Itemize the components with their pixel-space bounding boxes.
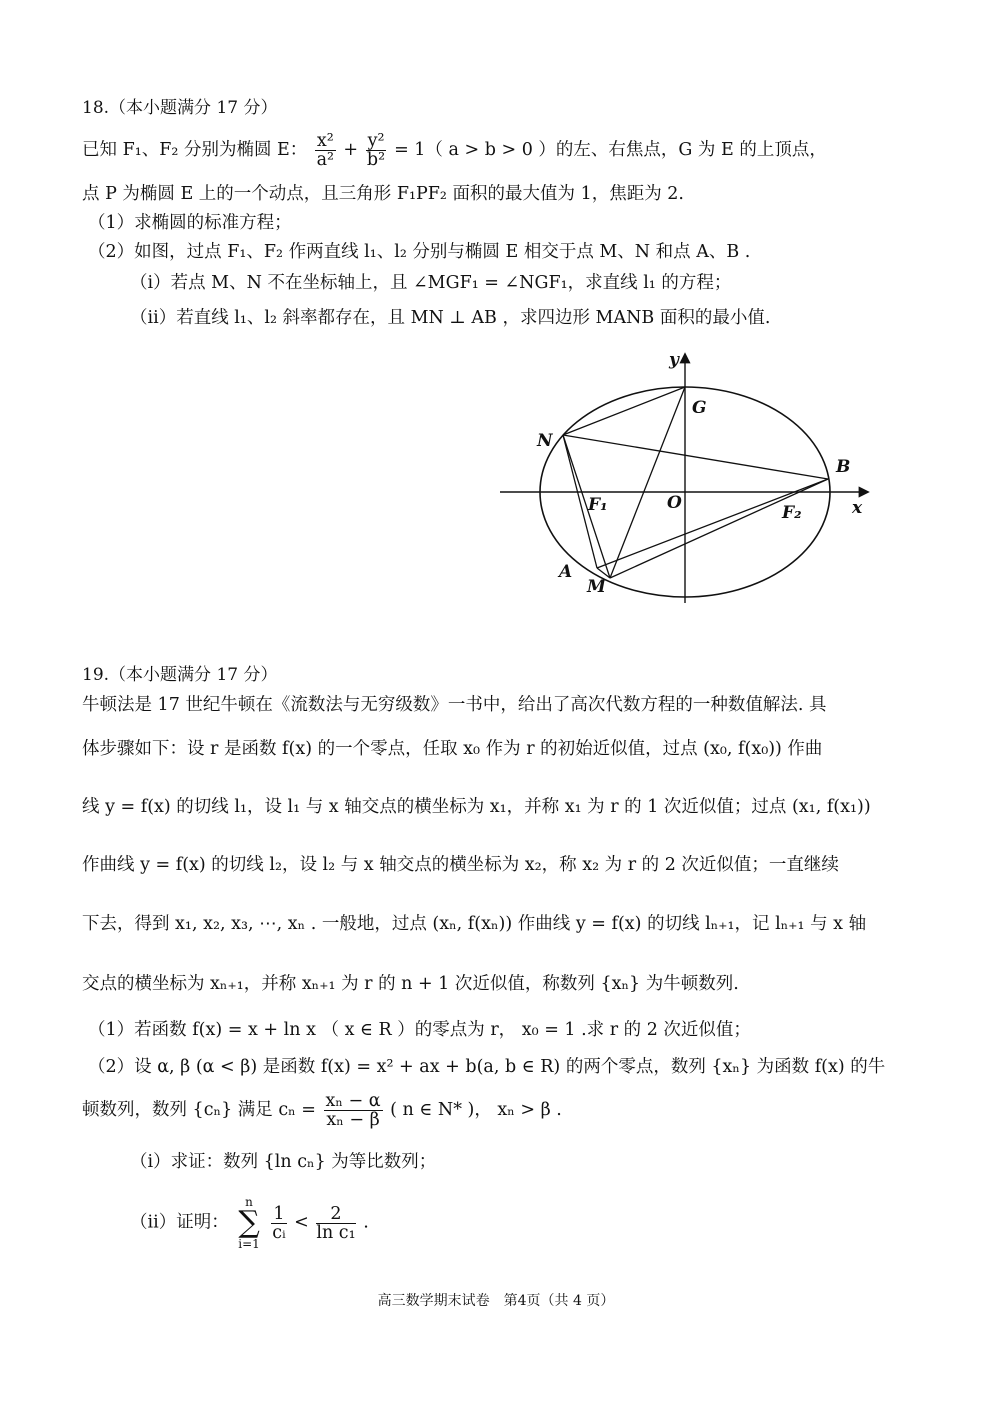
frac-num: 1 — [273, 1203, 285, 1224]
frac-den: xₙ − β — [326, 1110, 380, 1130]
q19-part2-ii-post: . — [363, 1212, 369, 1233]
sum-upper: n — [245, 1195, 253, 1209]
fraction-2-lnc1 — [316, 1205, 355, 1242]
frac-num: xₙ − α — [325, 1091, 381, 1111]
q19-header: 19.（本小题满分 17 分） — [82, 665, 278, 685]
less-than: < — [294, 1212, 309, 1233]
ellipse-figure — [495, 345, 880, 607]
q18-line1 — [82, 132, 827, 169]
q19-line5: 下去，得到 x₁, x₂, x₃, ⋯, xₙ . 一般地，过点 (xₙ, f(xₙ)) 作曲线 y = f(x) 的切线 lₙ₊₁，记 lₙ₊₁ 与 x 轴 — [82, 914, 867, 934]
label-m: M — [587, 577, 606, 597]
sum-lower: i=1 — [238, 1237, 260, 1251]
frac-num: y² — [367, 131, 385, 151]
label-x: x — [852, 498, 863, 518]
label-a: A — [559, 562, 573, 582]
q18-part2-i: （i）若点 M、N 不在坐标轴上，且 ∠MGF₁ = ∠NGF₁，求直线 l₁ 的方程； — [130, 273, 732, 293]
sigma-symbol: ∑ — [238, 1205, 260, 1240]
segment-nb — [563, 435, 828, 479]
q18-header: 18.（本小题满分 17 分） — [82, 98, 278, 118]
q19-part2-post: ( n ∈ N* )， xₙ > β . — [390, 1100, 562, 1120]
frac-den: a² — [316, 150, 335, 170]
q19-part2-ii-pre: （ii）证明： — [130, 1212, 229, 1233]
frac-num: 2 — [316, 1205, 355, 1224]
label-f1: F₁ — [588, 495, 608, 515]
q19-line3: 线 y = f(x) 的切线 l₁，设 l₁ 与 x 轴交点的横坐标为 x₁，并称 x₁ 为 r 的 1 次近似值；过点 (x₁, f(x₁)) — [82, 797, 871, 817]
label-g: G — [692, 398, 707, 418]
frac-den: ln c₁ — [316, 1222, 356, 1243]
q19-part2-line1: （2）设 α, β (α < β) 是函数 f(x) = x² + ax + b(a, b ∈ R) 的两个零点，数列 {xₙ} 为函数 f(x) 的牛 — [88, 1057, 886, 1077]
label-o: O — [667, 493, 682, 513]
q19-line6: 交点的横坐标为 xₙ₊₁，并称 xₙ₊₁ 为 r 的 n + 1 次近似值，称数列 {xₙ} 为牛顿数列. — [82, 974, 739, 994]
q18-part2-ii: （ii）若直线 l₁、l₂ 斜率都存在，且 MN ⊥ AB ，求四边形 MANB 面积的最小值. — [130, 308, 771, 328]
label-b: B — [836, 457, 851, 477]
plus-sign: + — [343, 140, 358, 160]
q18-line2: 点 P 为椭圆 E 上的一个动点，且三角形 F₁PF₂ 面积的最大值为 1，焦距为 2. — [82, 184, 684, 204]
frac-den: b² — [366, 150, 386, 170]
segment-ng — [563, 387, 685, 435]
page-footer: 高三数学期末试卷 第4页（共 4 页） — [377, 1293, 615, 1309]
q18-part1: （1）求椭圆的标准方程； — [88, 213, 292, 233]
frac-den: cᵢ — [272, 1222, 286, 1243]
frac-num: x² — [316, 131, 334, 151]
q18-line1-a: 已知 F₁、F₂ 分别为椭圆 E： — [82, 140, 308, 160]
fraction-cn — [324, 1092, 383, 1129]
q19-line2: 体步骤如下：设 r 是函数 f(x) 的一个零点，任取 x₀ 作为 r 的初始近似值，过点 (x₀, f(x₀)) 作曲 — [82, 739, 823, 759]
q19-line1: 牛顿法是 17 世纪牛顿在《流数法与无穷级数》一书中，给出了高次代数方程的一种数值解法. 具 — [82, 695, 827, 715]
q19-part2-pre: 顿数列，数列 {cₙ} 满足 cₙ = — [82, 1100, 316, 1120]
q18-line1-b: = 1（ a > b > 0 ）的左、右焦点，G 为 E 的上顶点， — [394, 140, 827, 160]
label-y: y — [669, 350, 679, 370]
q19-part1: （1）若函数 f(x) = x + ln x （ x ∈ R ）的零点为 r， x₀ = 1 .求 r 的 2 次近似值； — [88, 1020, 751, 1040]
q18-part2: （2）如图，过点 F₁、F₂ 作两直线 l₁、l₂ 分别与椭圆 E 相交于点 M、N 和点 A、B . — [88, 242, 751, 262]
q19-part2-ii — [130, 1195, 369, 1251]
q19-part2-line2 — [82, 1092, 562, 1129]
q19-part2-i: （i）求证：数列 {ln cₙ} 为等比数列； — [130, 1152, 437, 1172]
label-f2: F₂ — [782, 503, 802, 523]
q19-line4: 作曲线 y = f(x) 的切线 l₂，设 l₂ 与 x 轴交点的横坐标为 x₂，称 x₂ 为 r 的 2 次近似值；一直继续 — [82, 855, 839, 875]
label-n: N — [537, 431, 553, 451]
fraction-1-ci — [271, 1205, 286, 1242]
fraction-x2-a2 — [315, 132, 336, 169]
fraction-y2-b2 — [366, 132, 387, 169]
summation — [238, 1195, 260, 1251]
